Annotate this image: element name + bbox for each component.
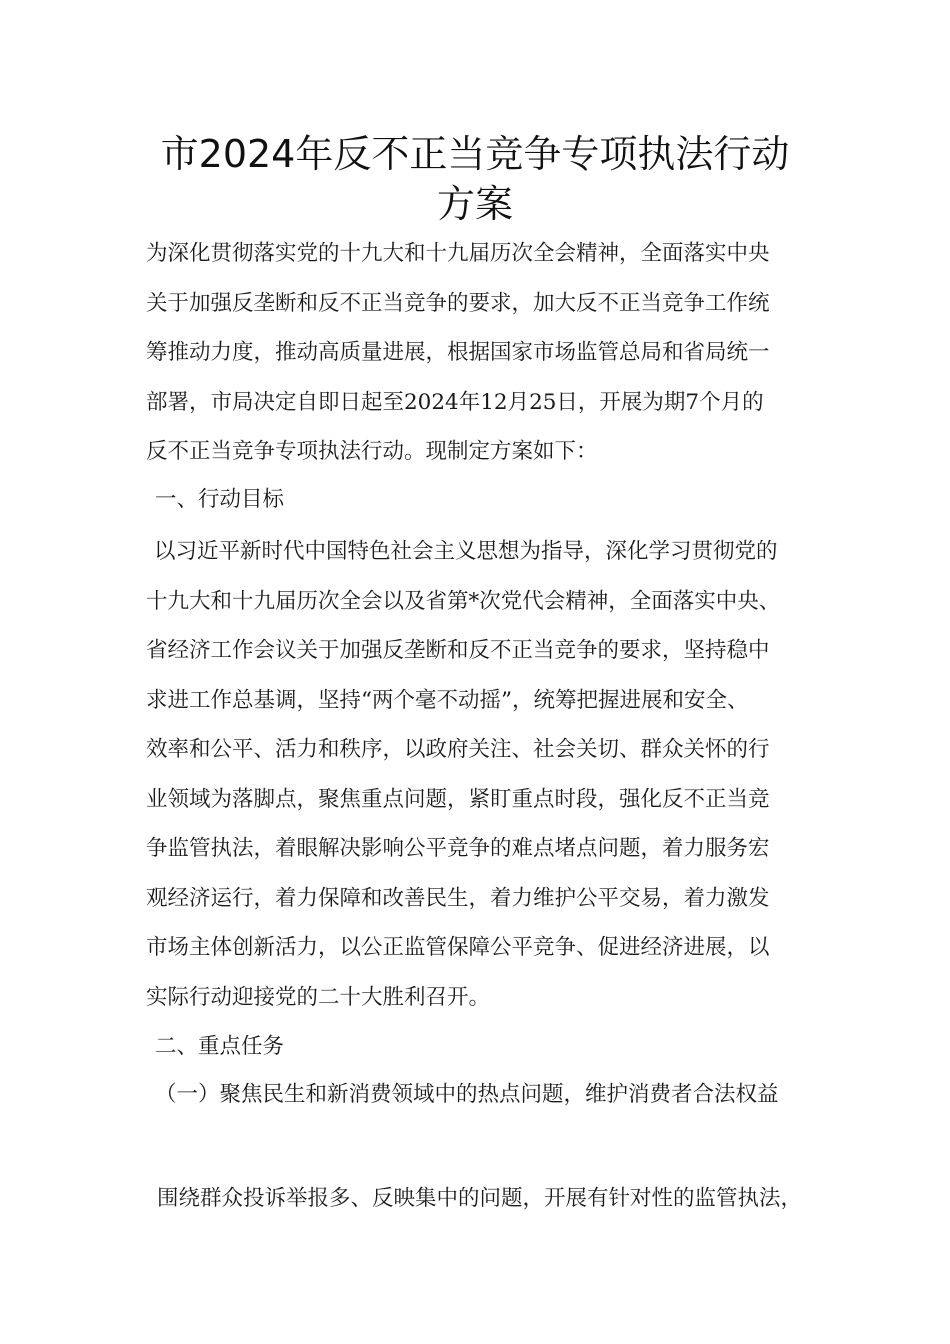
section-1-line: 观经济运行，着力保障和改善民生，着力维护公平交易，着力激发 [146,885,770,911]
section-1-line: 实际行动迎接党的二十大胜利召开。 [146,984,491,1010]
section-1-heading: 一、行动目标 [155,487,285,512]
intro-line: 反不正当竞争专项执法行动。现制定方案如下： [146,439,598,464]
intro-line: 部署，市局决定自即日起至2024年12月25日，开展为期7个月的 [146,389,764,415]
section-1-line: 效率和公平、活力和秩序，以政府关注、社会关切、群众关怀的行 [146,737,770,762]
intro-line: 筹推动力度，推动高质量进展，根据国家市场监管总局和省局统一 [146,340,770,365]
section-1-line: 以习近平新时代中国特色社会主义思想为指导，深化学习贯彻党的 [154,539,778,564]
intro-line: 为深化贯彻落实党的十九大和十九届历次全会精神，全面落实中央 [146,241,770,266]
document-title-line-1: 市2024年反不正当竞争专项执法行动 [160,132,790,176]
subsection-1-heading: （一）聚焦民生和新消费领域中的热点问题，维护消费者合法权益 [155,1082,779,1107]
section-1-line: 市场主体创新活力，以公正监管保障公平竞争、促进经济进展，以 [146,935,770,960]
document-title-line-2: 方案 [436,182,513,226]
section-1-line: 求进工作总基调，坚持“两个毫不动摇”，统筹把握进展和安全、 [146,687,749,713]
section-2-heading: 二、重点任务 [155,1034,285,1059]
section-1-line: 争监管执法，着眼解决影响公平竞争的难点堵点问题，着力服务宏 [146,836,770,861]
intro-line: 关于加强反垄断和反不正当竞争的要求，加大反不正当竞争工作统 [146,290,770,316]
intro-paragraph [146,229,816,477]
section-1-line: 业领域为落脚点，聚焦重点问题，紧盯重点时段，强化反不正当竞 [146,786,770,812]
section-1-line: 十九大和十九届历次全会以及省第*次党代会精神，全面落实中央、 [146,588,781,614]
section-1-line: 省经济工作会议关于加强反垄断和反不正当竞争的要求，坚持稳中 [146,638,770,663]
subsection-1-paragraph-line: 围绕群众投诉举报多、反映集中的问题，开展有针对性的监管执法， [157,1186,803,1211]
section-1-paragraph [146,527,816,1022]
